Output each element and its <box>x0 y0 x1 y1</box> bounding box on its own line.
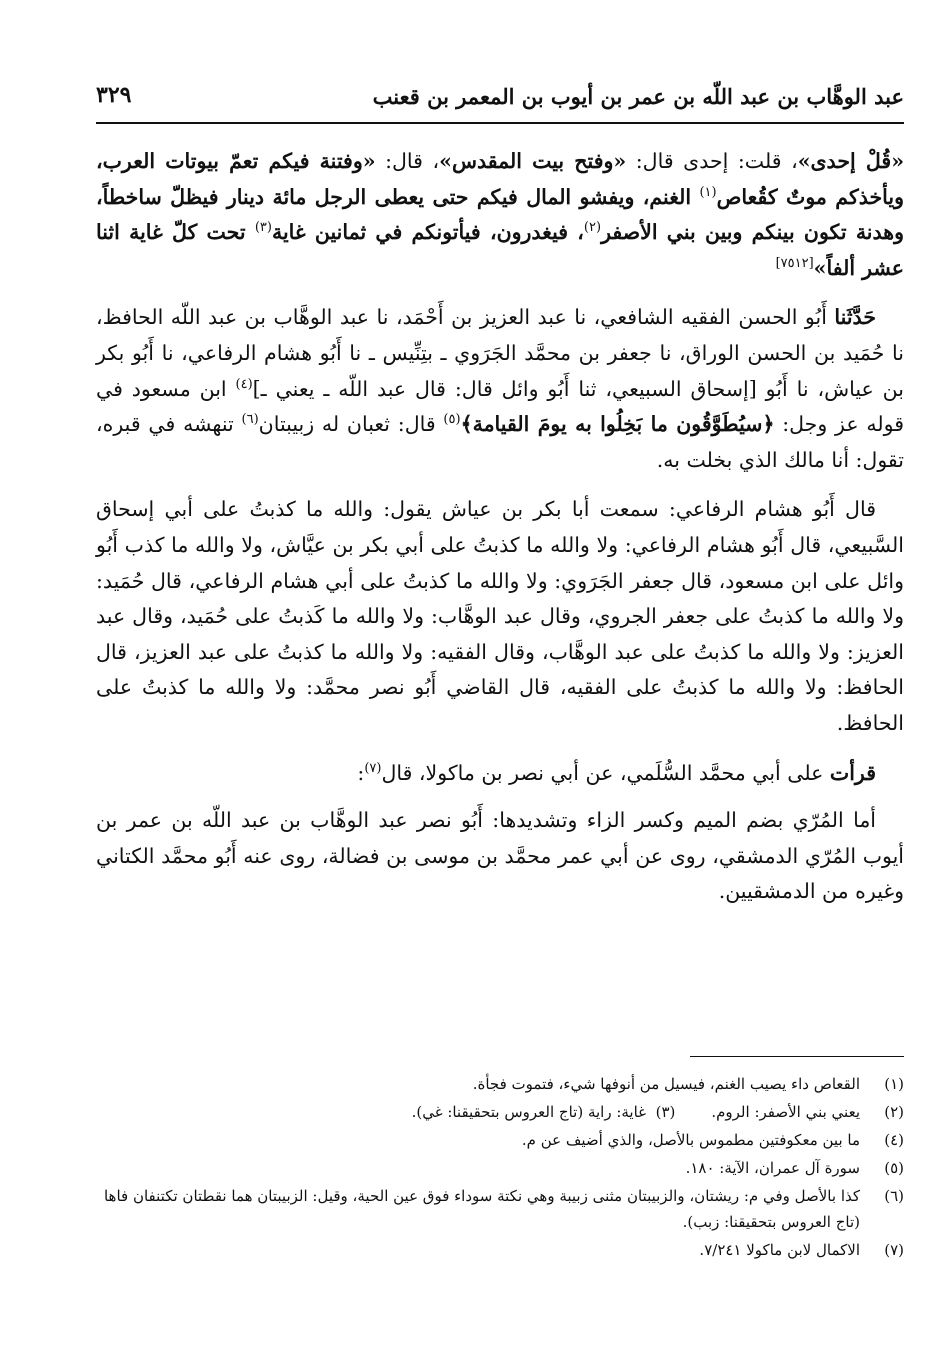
quote-text: ، فيغدرون، فيأتونكم في ثمانين غاية <box>271 220 584 245</box>
footnote-number: (٦) <box>884 1187 904 1205</box>
body-text: ، قلت: إحدى قال: <box>626 149 798 173</box>
footnote-ref: (٣) <box>254 220 272 236</box>
body-text: : <box>357 760 365 785</box>
footnote <box>96 1127 904 1153</box>
footnote-ref: (٦) <box>241 412 259 428</box>
footnote-ref: (٥) <box>443 412 461 428</box>
running-header <box>96 78 904 124</box>
paragraph-reading <box>96 756 904 792</box>
footnote-rule <box>690 1056 904 1057</box>
paragraph-hadith <box>96 144 904 286</box>
lead-word: قرأت <box>829 760 876 785</box>
footnote-text: كذا بالأصل وفي م: ريشتان، والزبيبتان مثنى زبيبة وهي نكتة سوداء فوق عين الحية، وقيل: الزبيبتان هما نقطتان تكتنفان فاها (تاج العروس بتحقيقنا: زبب). <box>103 1187 860 1231</box>
quote-text: «وفتنة فيكم تعمّ بيوتات العرب، ويأخذكم موتٌ كقُعاص <box>96 149 904 209</box>
footnote <box>96 1183 904 1235</box>
body-text: تنهشه في قبره، تقول: أنا مالك الذي بخلت به. <box>96 412 904 472</box>
footnotes <box>96 1056 904 1265</box>
footnote <box>96 1071 904 1097</box>
footnote-text: غاية: راية (تاج العروس بتحقيقنا: غي). <box>411 1103 647 1121</box>
footnote-text: سورة آل عمران، الآية: ١٨٠. <box>685 1159 860 1177</box>
footnote-number: (٢) <box>884 1103 904 1121</box>
footnote-text-pair <box>96 1099 860 1125</box>
footnote <box>96 1099 904 1125</box>
hadith-number: [٧٥١٢] <box>775 255 814 271</box>
footnote-number: (١) <box>884 1075 904 1093</box>
body-text: أَبُو الحسن الفقيه الشافعي، نا عبد العزيز بن أَحْمَد، نا عبد الوهَّاب بن عبد اللّه الحافظ، نا حُمَيد بن الحسن الوراق، نا جعفر بن محمَّد الجَرَوي ـ بتِنِّيس ـ نا أَبُو هشام الرفاعي، نا أَبُو بكر بن عياش، نا أَبُو [إسحاق السبيعي، ثنا أَبُو وائل قال: قال عبد اللّه ـ يعني ـ] <box>96 305 904 401</box>
footnote-ref: (٤) <box>235 376 253 392</box>
body-text: ابن مسعود في قوله عز وجل: <box>96 376 904 437</box>
footnote <box>96 1155 904 1181</box>
paragraph-nisba: أما المُرّي بضم الميم وكسر الزاء وتشديدها: أَبُو نصر عبد الوهَّاب بن عبد اللّه بن عمر بن أيوب المُرّي الدمشقي، روى عن أبي عمر محمَّد بن موسى بن فضالة، روى عنه أَبُو محمَّد الكتاني وغيره من الدمشقيين. <box>96 808 904 904</box>
footnote-text: القعاص داء يصيب الغنم، فيسيل من أنوفها شيء، فتموت فجأة. <box>472 1075 860 1093</box>
footnote-text: ما بين معكوفتين مطموس بالأصل، والذي أضيف عن م. <box>521 1131 860 1149</box>
footnote-ref: (١) <box>699 184 717 200</box>
footnote-number: (٥) <box>884 1159 904 1177</box>
lead-word: حَدَّثَنا <box>834 305 876 330</box>
quote-text: الغنم، ويفشو المال فيكم حتى يعطى الرجل مائة دينار فيظلّ ساخطاً، وهدنة تكون بينكم وبين بني الأصفر <box>96 184 904 245</box>
footnote-number: (٧) <box>884 1241 904 1259</box>
page-number: ٣٢٩ <box>96 82 132 108</box>
footnote-ref: (٢) <box>583 220 602 236</box>
footnote-text: يعني بني الأصفر: الروم. <box>711 1103 860 1121</box>
body-text: قال: ثعبان له زبيبتان <box>258 412 444 437</box>
footnote-number: (٤) <box>884 1131 904 1149</box>
header-title: عبد الوهَّاب بن عبد اللّه بن عمر بن أيوب بن المعمر بن قعنب <box>372 84 904 109</box>
quote-text: «وفتح بيت المقدس» <box>439 149 627 173</box>
quran-verse: ﴿سيُطَوَّقُون ما بَخِلُوا به يومَ القيامة﴾ <box>460 412 775 437</box>
footnote-text: الاكمال لابن ماكولا ٧/٢٤١. <box>699 1241 860 1259</box>
footnote-number: (٣) <box>655 1103 676 1121</box>
body-text: على أبي محمَّد السُّلَمي، عن أبي نصر بن ماكولا، قال <box>381 760 830 785</box>
paragraph-oaths: قال أَبُو هشام الرفاعي: سمعت أبا بكر بن عياش يقول: والله ما كذبتُ على أبي إسحاق السَّبيعي، قال أَبُو هشام الرفاعي: ولا والله ما كذبتُ على أبي بكر بن عيَّاش، ولا والله ما كذب أَبُو وائل على ابن مسعود، قال جعفر الجَرَوي: ولا والله ما كذبتُ على أبي هشام الرفاعي، قال حُمَيد: ولا والله ما كذبتُ على جعفر الجروي، وقال عبد الوهَّاب: ولا والله ما كَذبتُ على حُمَيد، وقال عبد العزيز: ولا والله ما كذبتُ على عبد الوهَّاب، وقال الفقيه: ولا والله ما كذبتُ على عبد العزيز، قال الحافظ: ولا والله ما كذبتُ على الفقيه، قال القاضي أَبُو نصر محمَّد: ولا والله ما كذبتُ على الحافظ. <box>96 497 904 735</box>
footnote-ref: (٧) <box>364 760 382 776</box>
main-text <box>96 144 904 924</box>
book-page <box>96 78 904 1318</box>
body-text: ، قال: <box>375 149 440 173</box>
footnote <box>96 1237 904 1263</box>
quote-text: تحت كلّ غاية اثنا عشر ألفاً» <box>96 220 904 280</box>
paragraph-isnad <box>96 300 904 478</box>
quote-text: «قُلْ إحدى» <box>797 149 905 173</box>
